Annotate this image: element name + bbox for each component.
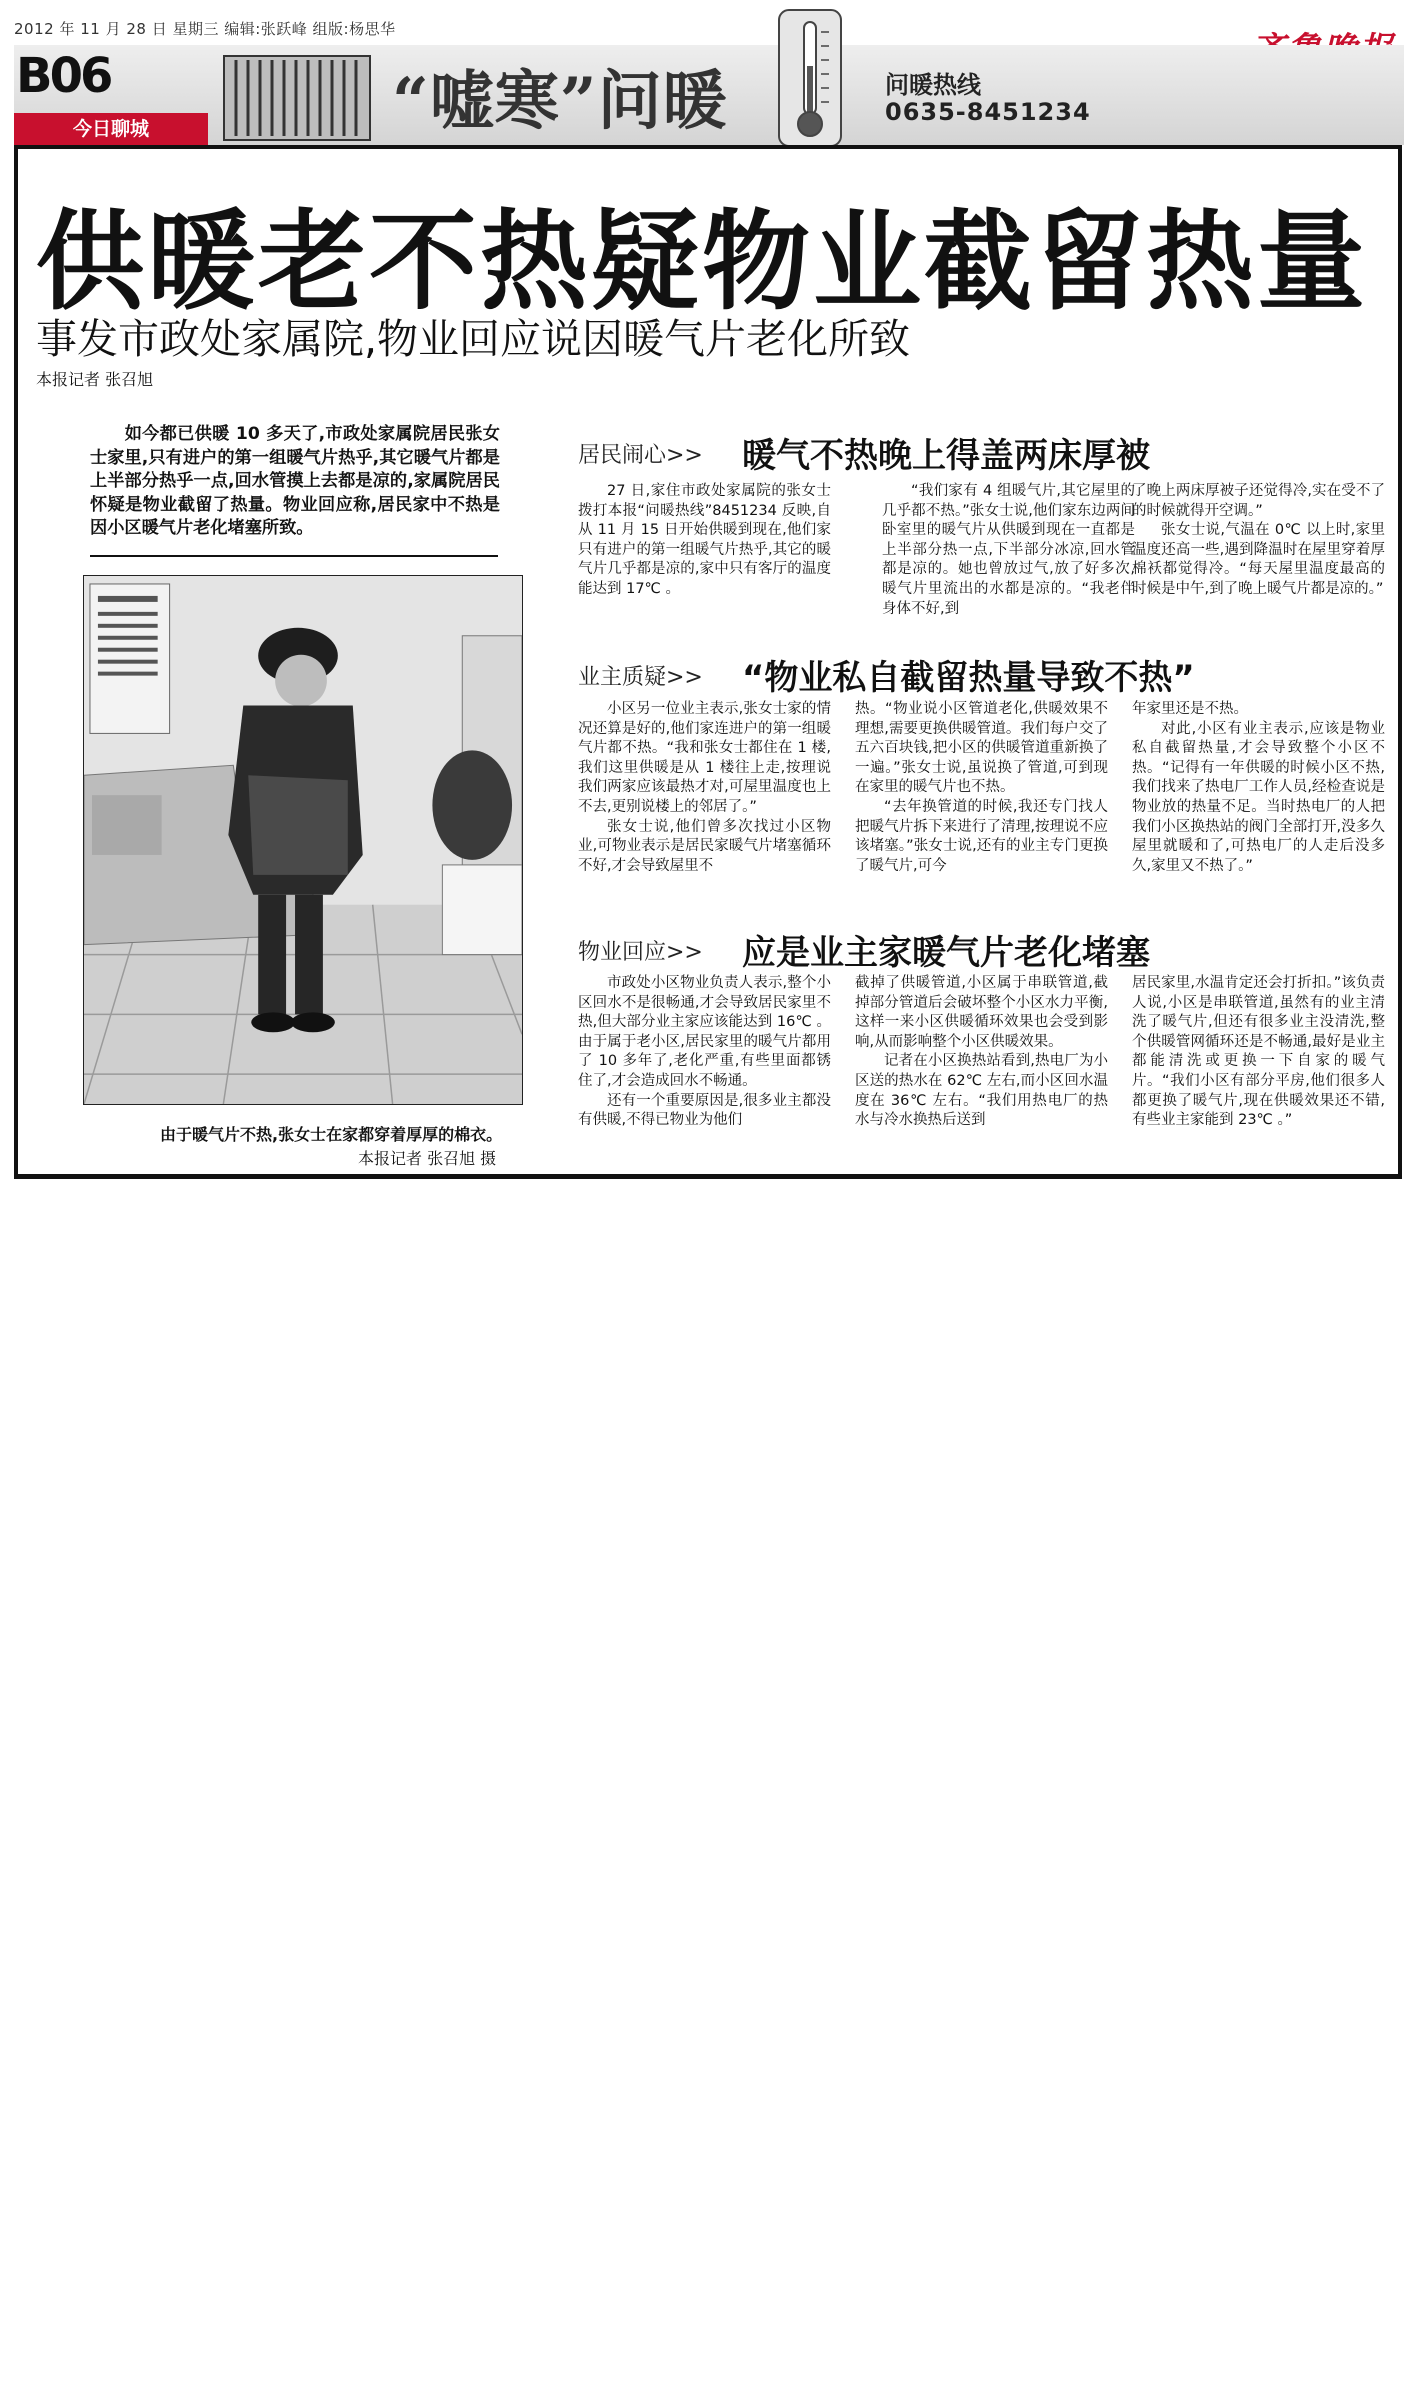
article-headline: 供暖老不热疑物业截留热量 bbox=[36, 200, 1369, 325]
paragraph: 张女士说,气温在 0℃ 以上时,家里温度还高一些,遇到降温时在屋里穿着厚棉袄都觉得冷。“每天屋里温度最高的时候是中午,到了晚上暖气片都是凉的。” bbox=[1132, 522, 1385, 597]
text-column bbox=[855, 700, 1108, 876]
section-heading: 暖气不热晚上得盖两床厚被 bbox=[742, 436, 1150, 476]
article-subheadline: 事发市政处家属院,物业回应说因暖气片老化所致 bbox=[36, 315, 911, 363]
paragraph: 截掉了供暖管道,小区属于串联管道,截掉部分管道后会破坏整个小区水力平衡,这样一来小区供暖循环效果也会受到影响,从而影响整个小区供暖效果。 bbox=[855, 975, 1108, 1050]
text-column bbox=[578, 482, 831, 600]
section-heading: 应是业主家暖气片老化堵塞 bbox=[742, 933, 1150, 973]
section-label: 物业回应>> bbox=[578, 940, 703, 965]
paragraph: 了晚上两床厚被子还觉得冷,实在受不了的时候就得开空调。” bbox=[1132, 483, 1385, 519]
text-column bbox=[578, 700, 831, 876]
paragraph: 对此,小区有业主表示,应该是物业私自截留热量,才会导致整个小区不热。“记得有一年供暖的时候小区不热,我们找来了热电厂工作人员,经检查说是物业放的热量不足。当时热电厂的人把我们小区换热站的阀门全部打开,没多久屋里就暖和了,可热电厂的人走后没多久,家里又不热了。” bbox=[1132, 720, 1385, 874]
text-column bbox=[1132, 482, 1385, 600]
section-label: 居民闹心>> bbox=[578, 443, 703, 468]
paragraph: 热。“物业说小区管道老化,供暖效果不理想,需要更换供暖管道。我们每户交了五六百块钱,把小区的供暖管道重新换了一遍。”张女士说,虽说换了管道,可到现在家里的暖气片也不热。 bbox=[855, 701, 1108, 796]
paragraph: 还有一个重要原因是,很多业主都没有供暖,不得已物业为他们 bbox=[578, 1092, 831, 1129]
date-editor-line: 2012 年 11 月 28 日 星期三 编辑:张跃峰 组版:杨思华 bbox=[14, 20, 396, 38]
photo-caption: 由于暖气片不热,张女士在家都穿着厚厚的棉衣。 bbox=[160, 1125, 503, 1144]
paragraph: 小区另一位业主表示,张女士家的情况还算是好的,他们家连进户的第一组暖气片都不热。“我和张女士都住在 1 楼,我们这里供暖是从 1 楼往上走,按理说我们两家应该最热才对,可屋里温度也上不去,更别说楼上的邻居了。” bbox=[578, 701, 831, 815]
section-heading: “物业私自截留热量导致不热” bbox=[742, 658, 1195, 698]
text-column bbox=[882, 482, 1135, 619]
radiator-icon bbox=[222, 50, 372, 142]
column-title: “嘘寒”问暖 bbox=[392, 64, 728, 139]
hotline-number: 0635-8451234 bbox=[885, 98, 1091, 126]
lead-text: 如今都已供暖 10 多天了,市政处家属院居民张女士家里,只有进户的第一组暖气片热乎,其它暖气片都是上半部分热乎一点,回水管摸上去都是凉的,家属院居民怀疑是物业截留了热量。物业回应称,居民家中不热是因小区暖气片老化堵塞所致。 bbox=[90, 424, 500, 538]
hotline-label: 问暖热线 bbox=[885, 71, 981, 99]
text-column bbox=[578, 974, 831, 1131]
text-column bbox=[855, 974, 1108, 1131]
paragraph: 张女士说,他们曾多次找过小区物业,可物业表示是居民家暖气片堵塞循环不好,才会导致屋里不 bbox=[578, 818, 831, 874]
paragraph: 市政处小区物业负责人表示,整个小区回水不是很畅通,才会导致居民家里不热,但大部分业主家应该能达到 16℃ 。由于属于老小区,居民家里的暖气片都用了 10 多年了,老化严重,有些里面都锈住了,才会造成回水不畅通。 bbox=[578, 975, 831, 1089]
page-number: B06 bbox=[16, 48, 111, 104]
section-tab: 今日聊城 bbox=[14, 113, 208, 145]
paragraph: 居民家里,水温肯定还会打折扣。”该负责人说,小区是串联管道,虽然有的业主清洗了暖气片,但还有很多业主没清洗,整个供暖管网循环还是不畅通,最好是业主都能清洗或更换一下自家的暖气片。“我们小区有部分平房,他们很多人都更换了暖气片,现在供暖效果还不错,有些业主家能到 23℃ 。” bbox=[1132, 975, 1385, 1129]
article-lead bbox=[90, 423, 500, 541]
article-byline: 本报记者 张召旭 bbox=[36, 370, 154, 389]
paragraph: 27 日,家住市政处家属院的张女士拨打本报“问暖热线”8451234 反映,自从 11 月 15 日开始供暖到现在,他们家只有进户的第一组暖气片热乎,其它的暖气片几乎都是凉的,家中只有客厅的温度能达到 17℃ 。 bbox=[578, 483, 831, 597]
paragraph: 记者在小区换热站看到,热电厂为小区送的热水在 62℃ 左右,而小区回水温度在 36℃ 左右。“我们用热电厂的热水与冷水换热后送到 bbox=[855, 1053, 1108, 1129]
text-column bbox=[1132, 700, 1385, 876]
paragraph: “去年换管道的时候,我还专门找人把暖气片拆下来进行了清理,按理说不应该堵塞。”张女士说,还有的业主专门更换了暖气片,可今 bbox=[855, 798, 1108, 874]
section-label: 业主质疑>> bbox=[578, 665, 703, 690]
paragraph: 年家里还是不热。 bbox=[1132, 701, 1248, 717]
photo-credit: 本报记者 张召旭 摄 bbox=[358, 1149, 497, 1168]
news-photo bbox=[83, 575, 523, 1105]
lead-divider bbox=[90, 555, 498, 557]
text-column bbox=[1132, 974, 1385, 1131]
thermometer-icon bbox=[775, 8, 845, 148]
paragraph: “我们家有 4 组暖气片,其它屋里的几乎都不热。”张女士说,他们家东边两间卧室里的暖气片从供暖到现在一直都是上半部分热一点,下半部分冰凉,回水管都是凉的。她也曾放过气,放了好多次,暖气片里流出的水都是凉的。“我老伴身体不好,到 bbox=[882, 483, 1135, 617]
